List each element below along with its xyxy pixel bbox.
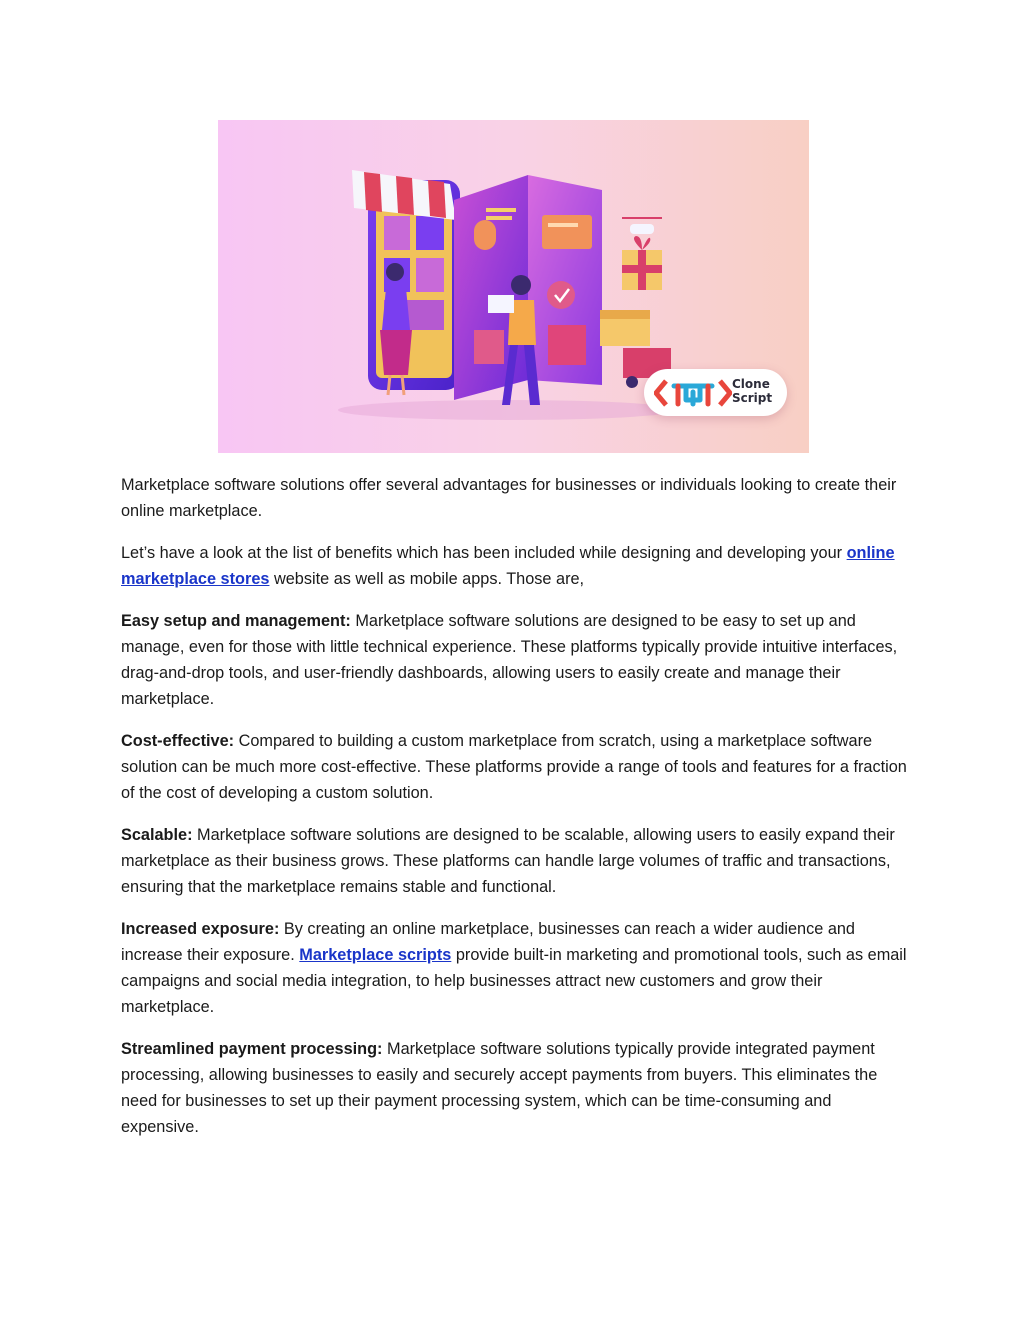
intro-text: Marketplace software solutions offer several advantages for businesses or individuals looking to create their online marketplace. [121,476,897,520]
marketplace-scripts-link[interactable]: Marketplace scripts [299,946,452,964]
scalable-paragraph [121,822,911,900]
clone-script-logo [644,369,787,416]
intro-paragraph [121,472,911,524]
hero-illustration [218,120,809,453]
scalable-heading: Scalable: [121,826,193,844]
logo-wordmark [732,377,784,405]
benefits-text: Let’s have a look at the list of benefits which has been included while designing and developing your [121,544,847,562]
online-marketplace-stores-link[interactable]: online marketplace stores [121,544,895,588]
exposure-paragraph [121,916,911,1020]
logo-line-1: Clone [732,377,770,391]
cost-effective-text: Compared to building a custom marketplace from scratch, using a marketplace software solution can be much more cost-effective. These platforms provide a range of tools and features for a fraction of the cost of developing a custom solution. [121,732,907,802]
cost-effective-heading: Cost-effective: [121,732,235,750]
drone-icon [622,218,662,290]
exposure-text-end: provide built-in marketing and promotional tools, such as email campaigns and social media integration, to help businesses attract new customers and grow their marketplace. [121,946,907,1016]
easy-setup-heading: Easy setup and management: [121,612,351,630]
easy-setup-paragraph [121,608,911,712]
awning-icon [352,170,456,220]
payment-heading: Streamlined payment processing: [121,1040,383,1058]
benefits-paragraph [121,540,911,592]
payment-text: Marketplace software solutions typically provide integrated payment processing, allowing businesses to easily and securely accept payments from buyers. This eliminates the need for businesses to set up their payment processing system, which can be time-consuming and expensive. [121,1040,878,1136]
php-brackets-icon [654,378,732,408]
easy-setup-text: Marketplace software solutions are designed to be easy to set up and manage, even for those with little technical experience. These platforms typically provide intuitive interfaces, drag-and-drop tools, and user-friendly dashboards, allowing users to easily create and manage their marketplace. [121,612,898,708]
scalable-text: Marketplace software solutions are designed to be scalable, allowing users to easily expand their marketplace as their business grows. These platforms can handle large volumes of traffic and transactions, ensuring that the marketplace remains stable and functional. [121,826,895,896]
article-body [121,472,911,1156]
cost-effective-paragraph [121,728,911,806]
exposure-heading: Increased exposure: [121,920,280,938]
logo-line-2: Script [732,391,773,405]
payment-paragraph [121,1036,911,1140]
benefits-text-end: website as well as mobile apps. Those are, [269,570,585,588]
exposure-text: By creating an online marketplace, businesses can reach a wider audience and increase their exposure. [121,920,855,964]
